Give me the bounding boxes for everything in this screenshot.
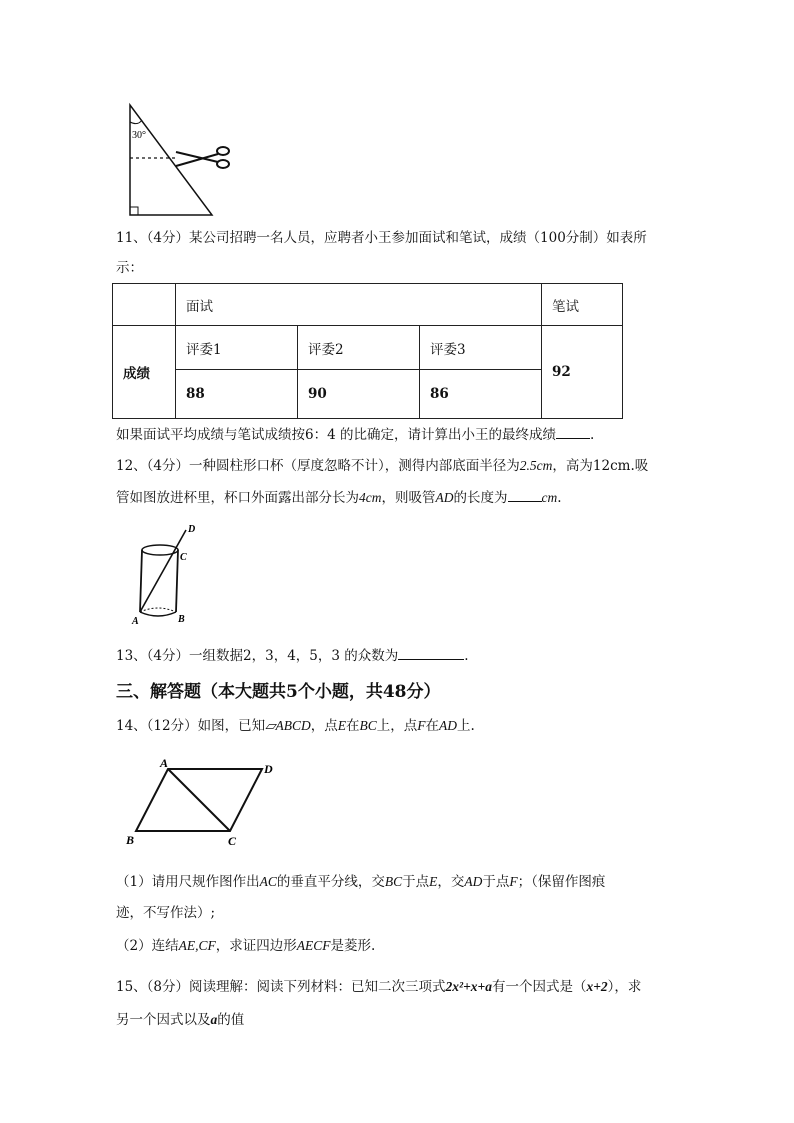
parallelogram-figure [120,755,290,850]
svg-text:B: B [126,833,135,847]
judge-1-score: 88 [176,370,298,419]
row-label: 成绩 [113,326,176,419]
judge-2: 评委2 [298,326,420,370]
judge-1: 评委1 [176,326,298,370]
q14-sub1-line2: 迹，不写作法）; [116,905,216,921]
q14-line1: 14、（12分）如图，已知▱ABCD，点E在BC上，点F在AD上. [116,718,475,734]
svg-text:D: D [264,762,273,776]
score-table [112,283,623,419]
table-corner-cell [113,284,176,326]
judge-2-score: 90 [298,370,420,419]
q14-sub1: （1）请用尺规作图作出AC的垂直平分线，交BC于点E，交AD于点F；（保留作图痕 [116,874,606,890]
svg-text:C: C [228,834,237,848]
q12-line2: 管如图放进杯里，杯口外面露出部分长为4cm，则吸管AD的长度为 cm. [116,487,562,508]
q11-question: 如果面试平均成绩与笔试成绩按6：4 的比确定，请计算出小王的最终成绩 . [116,424,594,445]
triangle-scissors-figure [120,100,250,220]
angle-label: 30° [132,130,146,141]
q11-line1: 11、（4分）某公司招聘一名人员，应聘者小王参加面试和笔试，成绩（100分制）如表所 [116,230,647,246]
svg-text:B: B [178,614,185,625]
q15-line1: 15、（8分）阅读理解：阅读下列材料：已知二次三项式2x²+x+a有一个因式是（x+2），求 [116,979,642,995]
q12-line1: 12、（4分）一种圆柱形口杯（厚度忽略不计），测得内部底面半径为2.5cm，高为12cm.吸 [116,458,649,474]
svg-text:D: D [188,524,196,535]
answer-blank[interactable] [556,424,590,439]
written-header: 笔试 [542,284,623,326]
q13: 13、（4分）一组数据2，3，4，5，3 的众数为 . [116,645,469,666]
judge-3: 评委3 [420,326,542,370]
svg-text:A: A [132,616,139,627]
answer-blank[interactable] [508,487,542,502]
q15-line2: 另一个因式以及a的值 [116,1012,245,1028]
judge-3-score: 86 [420,370,542,419]
answer-blank[interactable] [398,645,464,660]
section-heading: 三、解答题（本大题共5个小题，共48分） [116,682,441,702]
svg-text:A: A [160,756,169,770]
written-score: 92 [542,326,623,419]
q14-sub2: （2）连结AE,CF，求证四边形AECF是菱形. [116,938,376,954]
scissors-icon [176,147,229,168]
svg-text:C: C [180,552,187,563]
cylinder-figure [128,520,208,630]
interview-header: 面试 [176,284,542,326]
q11-line2: 示： [116,260,143,276]
